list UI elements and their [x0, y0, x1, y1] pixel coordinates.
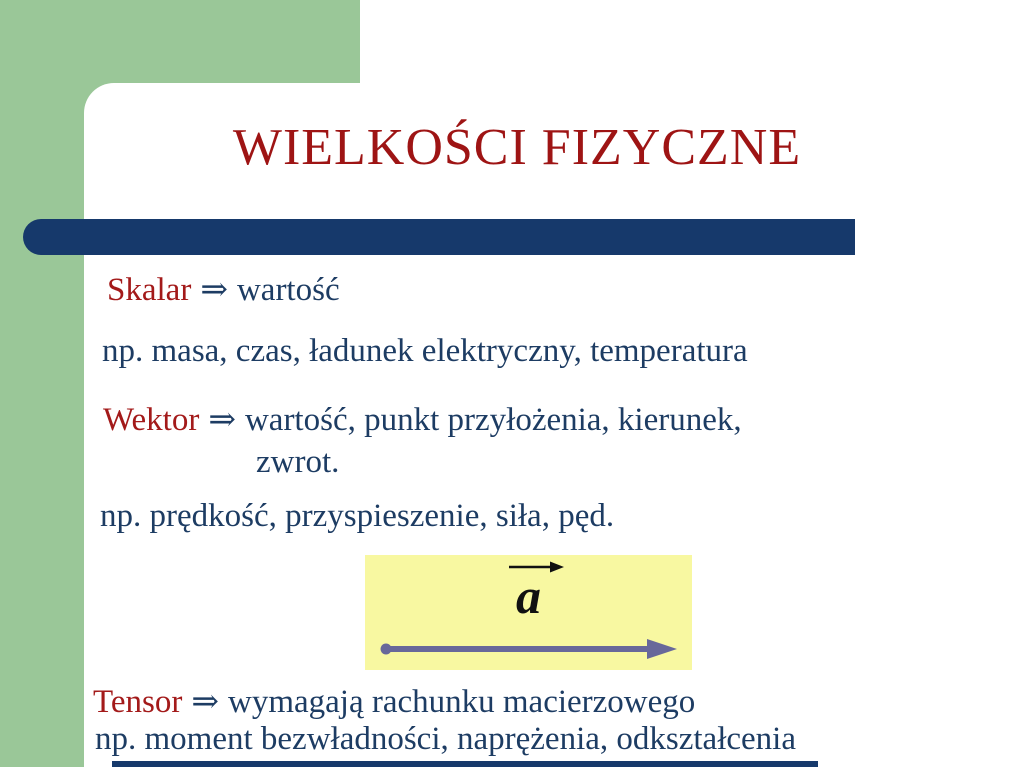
wektor-term: Wektor [103, 402, 200, 438]
wektor-definition-continuation: zwrot. [256, 444, 340, 480]
bottom-divider-bar [112, 761, 818, 767]
vector-figure [365, 555, 692, 670]
title-divider-bar [23, 219, 855, 255]
vector-arrow-icon [379, 638, 679, 660]
vector-symbol-letter: a [516, 568, 541, 624]
tensor-examples: np. moment bezwładności, naprężenia, odkształcenia [95, 721, 796, 757]
implies-arrow: ⇒ [191, 684, 219, 720]
slide-title: WIELKOŚCI FIZYCZNE [232, 119, 802, 176]
implies-arrow: ⇒ [200, 272, 228, 308]
skalar-definition-line [107, 272, 340, 310]
tensor-definition: wymagają rachunku macierzowego [228, 684, 696, 720]
wektor-examples: np. prędkość, przyspieszenie, siła, pęd. [100, 498, 615, 534]
skalar-definition: wartość [236, 272, 340, 308]
tensor-definition-line [93, 684, 695, 722]
wektor-definition-line [103, 402, 742, 440]
implies-arrow: ⇒ [208, 402, 236, 438]
left-accent-band [0, 0, 84, 767]
tensor-term: Tensor [93, 684, 183, 720]
wektor-definition: wartość, punkt przyłożenia, kierunek, [244, 402, 742, 438]
vector-symbol [365, 559, 692, 624]
skalar-examples: np. masa, czas, ładunek elektryczny, temperatura [102, 333, 748, 369]
skalar-term: Skalar [107, 272, 192, 308]
